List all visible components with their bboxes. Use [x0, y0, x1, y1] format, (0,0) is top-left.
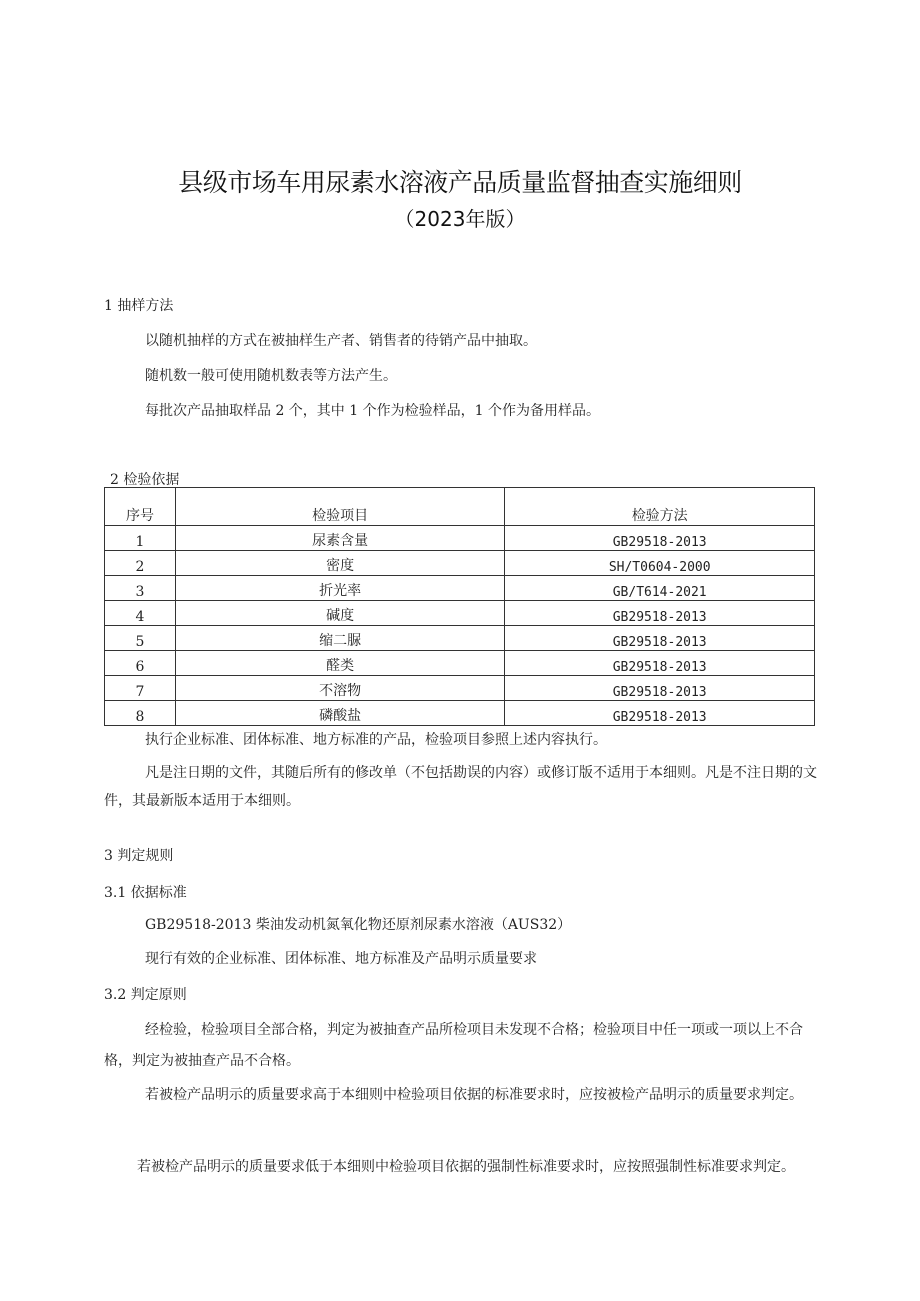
section-1-heading: 1 抽样方法	[104, 298, 174, 314]
section-2-heading: 2 检验依据	[110, 472, 180, 488]
section-2-note: 执行企业标准、团体标准、地方标准的产品，检验项目参照上述内容执行。	[145, 732, 607, 748]
judgment-paragraph: 经检验，检验项目全部合格，判定为被抽查产品所检项目未发现不合格；检验项目中任一项或一项以上不合格，判定为被抽查产品不合格。	[104, 1022, 803, 1069]
table-row	[105, 626, 815, 651]
table-cell-method: GB29518-2013	[505, 626, 815, 651]
table-cell-index: 1	[105, 526, 176, 551]
table-cell-method: GB/T614-2021	[505, 576, 815, 601]
table-cell-method: GB29518-2013	[505, 526, 815, 551]
section-3-1-heading: 3.1 依据标准	[104, 885, 187, 901]
document-subtitle: （2023年版）	[394, 207, 526, 231]
table-cell-index: 4	[105, 601, 176, 626]
table-row	[105, 526, 815, 551]
document-title: 县级市场车用尿素水溶液产品质量监督抽查实施细则	[178, 168, 742, 197]
table-cell-method: SH/T0604-2000	[505, 551, 815, 576]
table-cell-index: 8	[105, 701, 176, 726]
table-cell-item: 碱度	[175, 601, 504, 626]
table-row	[105, 551, 815, 576]
section-3-2-heading: 3.2 判定原则	[104, 987, 187, 1003]
table-row	[105, 651, 815, 676]
table-cell-item: 缩二脲	[175, 626, 504, 651]
standard-item: GB29518-2013 柴油发动机氮氧化物还原剂尿素水溶液（AUS32）	[145, 917, 572, 933]
table-header-cell: 检验方法	[505, 488, 815, 526]
table-cell-item: 醛类	[175, 651, 504, 676]
table-cell-method: GB29518-2013	[505, 601, 815, 626]
table-cell-item: 折光率	[175, 576, 504, 601]
section-2-note: 凡是注日期的文件，其随后所有的修改单（不包括勘误的内容）或修订版不适用于本细则。凡是不注日期的文件，其最新版本适用于本细则。	[104, 765, 817, 809]
table-cell-index: 3	[105, 576, 176, 601]
judgment-paragraph: 若被检产品明示的质量要求低于本细则中检验项目依据的强制性标准要求时，应按照强制性标准要求判定。	[137, 1159, 795, 1175]
table-row	[105, 676, 815, 701]
table-cell-item: 密度	[175, 551, 504, 576]
section-1-paragraph: 以随机抽样的方式在被抽样生产者、销售者的待销产品中抽取。	[145, 333, 537, 349]
standard-item: 现行有效的企业标准、团体标准、地方标准及产品明示质量要求	[145, 951, 537, 967]
table-header-cell: 检验项目	[175, 488, 504, 526]
judgment-paragraph: 若被检产品明示的质量要求高于本细则中检验项目依据的标准要求时，应按被检产品明示的质量要求判定。	[145, 1087, 803, 1103]
table-row	[105, 576, 815, 601]
table-row	[105, 601, 815, 626]
table-row	[105, 701, 815, 726]
table-cell-index: 2	[105, 551, 176, 576]
section-1-paragraph: 每批次产品抽取样品 2 个，其中 1 个作为检验样品，1 个作为备用样品。	[145, 403, 600, 419]
table-cell-index: 5	[105, 626, 176, 651]
table-cell-index: 6	[105, 651, 176, 676]
table-cell-item: 不溶物	[175, 676, 504, 701]
table-cell-item: 尿素含量	[175, 526, 504, 551]
table-cell-method: GB29518-2013	[505, 701, 815, 726]
table-header-cell: 序号	[105, 488, 176, 526]
section-1-paragraph: 随机数一般可使用随机数表等方法产生。	[145, 368, 397, 384]
table-cell-item: 磷酸盐	[175, 701, 504, 726]
section-3-heading: 3 判定规则	[104, 848, 174, 864]
table-cell-method: GB29518-2013	[505, 676, 815, 701]
inspection-table	[104, 487, 815, 726]
table-cell-index: 7	[105, 676, 176, 701]
table-cell-method: GB29518-2013	[505, 651, 815, 676]
table-header-row	[105, 488, 815, 526]
